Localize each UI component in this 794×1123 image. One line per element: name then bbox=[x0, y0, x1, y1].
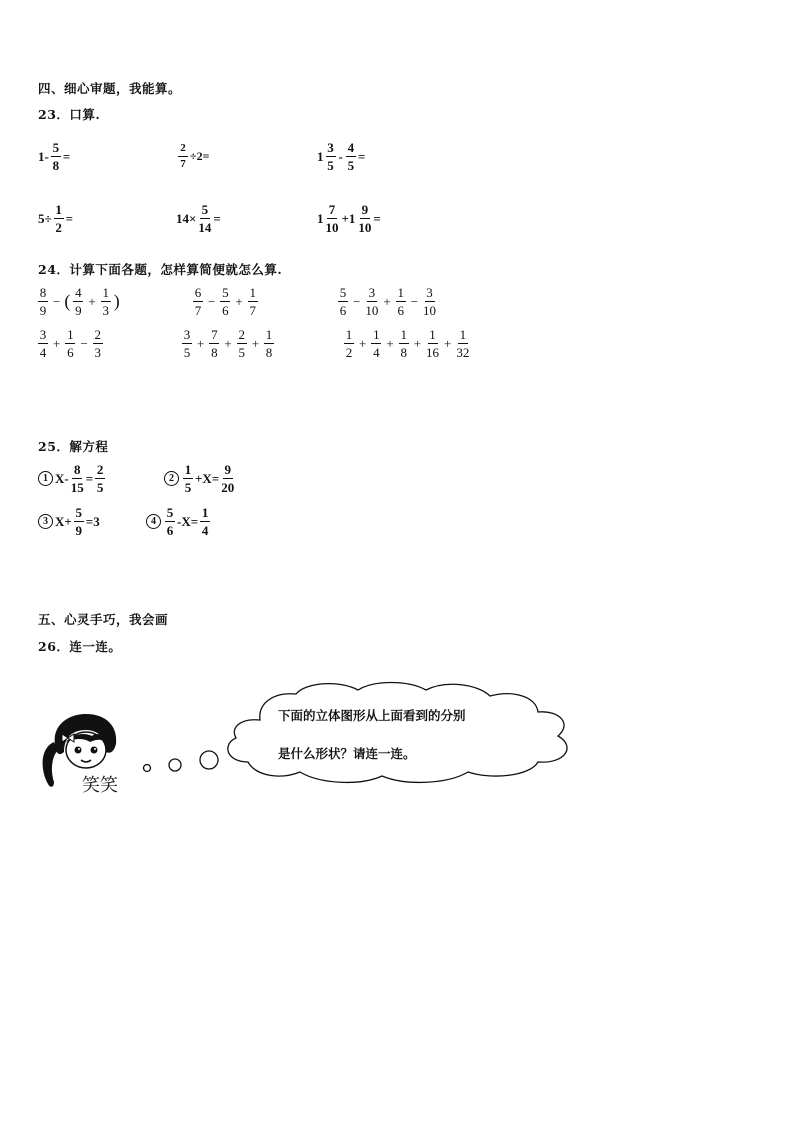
equation-3 bbox=[38, 506, 100, 537]
numerator: 2 bbox=[178, 143, 188, 157]
equals-sign: = bbox=[213, 210, 221, 226]
numerator: 3 bbox=[368, 285, 376, 300]
fraction bbox=[178, 143, 188, 170]
denominator: 20 bbox=[221, 480, 235, 495]
equation-middle: -X= bbox=[177, 513, 199, 529]
numerator: 1 bbox=[345, 327, 353, 342]
equals-sign: = bbox=[85, 470, 94, 486]
fraction bbox=[209, 328, 219, 359]
denominator: 2 bbox=[55, 220, 62, 235]
q24-expression-1 bbox=[36, 286, 121, 317]
operator: + bbox=[251, 335, 260, 351]
fraction bbox=[193, 286, 203, 317]
q23-item-1 bbox=[38, 141, 70, 172]
fraction bbox=[165, 506, 175, 537]
left-paren: ( bbox=[64, 291, 71, 311]
fraction bbox=[198, 203, 211, 234]
fraction bbox=[264, 328, 274, 359]
numerator: 5 bbox=[222, 285, 229, 300]
fraction bbox=[38, 286, 48, 317]
whole-number: 1 bbox=[317, 210, 324, 226]
denominator: 6 bbox=[339, 303, 347, 318]
denominator: 6 bbox=[397, 303, 404, 318]
numerator: 4 bbox=[75, 285, 82, 300]
denominator: 9 bbox=[39, 303, 47, 318]
numerator: 1 bbox=[67, 327, 74, 342]
fraction bbox=[365, 286, 378, 317]
fraction bbox=[326, 203, 339, 234]
equals-sign: = bbox=[62, 148, 71, 164]
numerator: 7 bbox=[211, 327, 218, 342]
fraction bbox=[220, 286, 230, 317]
q23-item-2-rest: ÷2= bbox=[190, 149, 210, 163]
operator: − bbox=[410, 293, 419, 309]
q23-item-6 bbox=[317, 203, 381, 234]
equation-2 bbox=[164, 463, 236, 494]
operator: + bbox=[386, 335, 394, 351]
q24-expression-6 bbox=[342, 328, 471, 359]
denominator: 7 bbox=[194, 303, 202, 318]
numerator: 5 bbox=[75, 505, 83, 520]
operator: − bbox=[53, 293, 61, 309]
denominator: 5 bbox=[183, 345, 191, 360]
numerator: 2 bbox=[238, 327, 245, 342]
denominator: 4 bbox=[201, 523, 209, 538]
numerator: 1 bbox=[373, 327, 380, 342]
fraction bbox=[423, 286, 436, 317]
numerator: 7 bbox=[328, 202, 336, 217]
fraction bbox=[326, 141, 336, 172]
q23-item-5-prefix: 14× bbox=[176, 210, 197, 226]
numerator: 1 bbox=[429, 327, 436, 342]
denominator: 15 bbox=[70, 480, 84, 495]
numerator: 3 bbox=[183, 327, 191, 342]
fraction bbox=[200, 506, 210, 537]
equation-prefix: X- bbox=[55, 470, 69, 486]
fraction bbox=[344, 328, 354, 359]
fraction bbox=[183, 463, 193, 494]
q23-item-1-prefix: 1- bbox=[38, 148, 49, 164]
fraction bbox=[73, 286, 83, 317]
denominator: 5 bbox=[238, 345, 245, 360]
q24-expression-3 bbox=[336, 286, 438, 317]
numerator: 9 bbox=[224, 462, 231, 477]
numerator: 1 bbox=[102, 285, 109, 300]
circled-number: 3 bbox=[38, 514, 53, 529]
q23-item-4-prefix: 5÷ bbox=[38, 210, 52, 226]
denominator: 3 bbox=[102, 303, 109, 318]
fraction bbox=[456, 328, 469, 359]
denominator: 3 bbox=[94, 345, 101, 360]
numerator: 5 bbox=[201, 202, 209, 217]
denominator: 7 bbox=[180, 158, 186, 170]
operator: − bbox=[80, 335, 88, 351]
denominator: 10 bbox=[358, 220, 372, 235]
question-24-label: 24．计算下面各题，怎样算简便就怎么算. bbox=[38, 262, 283, 277]
operator: +1 bbox=[341, 210, 356, 226]
numerator: 5 bbox=[52, 140, 60, 155]
numerator: 5 bbox=[339, 285, 347, 300]
numerator: 3 bbox=[327, 140, 334, 155]
q24-expression-2 bbox=[191, 286, 260, 317]
q23-item-3 bbox=[317, 141, 365, 172]
denominator: 10 bbox=[325, 220, 339, 235]
fraction bbox=[396, 286, 406, 317]
character-name-label: 笑笑 bbox=[82, 775, 118, 796]
equals-sign: = bbox=[373, 210, 381, 226]
section-5-title: 五、心灵手巧，我会画 bbox=[38, 612, 169, 627]
numerator: 6 bbox=[194, 285, 202, 300]
right-paren: ) bbox=[113, 291, 120, 311]
denominator: 14 bbox=[198, 220, 212, 235]
fraction bbox=[426, 328, 439, 359]
numerator: 3 bbox=[39, 327, 47, 342]
denominator: 16 bbox=[426, 345, 440, 360]
equation-prefix: X+ bbox=[55, 513, 72, 529]
operator: + bbox=[444, 335, 452, 351]
denominator: 8 bbox=[400, 345, 407, 360]
fraction bbox=[95, 463, 105, 494]
fraction bbox=[358, 203, 371, 234]
numerator: 1 bbox=[459, 327, 467, 342]
bubble-text-line-2: 是什么形状？请连一连。 bbox=[278, 746, 416, 761]
equals-sign: = bbox=[357, 148, 366, 164]
operator: - bbox=[338, 148, 343, 164]
equals-sign: = bbox=[65, 210, 74, 226]
q24-expression-5 bbox=[180, 328, 276, 359]
equation-suffix: =3 bbox=[85, 513, 100, 529]
denominator: 5 bbox=[327, 158, 334, 173]
denominator: 8 bbox=[52, 158, 60, 173]
operator: + bbox=[359, 335, 367, 351]
denominator: 10 bbox=[365, 303, 379, 318]
operator: − bbox=[353, 293, 361, 309]
q23-item-4 bbox=[38, 203, 73, 234]
fraction bbox=[74, 506, 84, 537]
fraction bbox=[371, 328, 381, 359]
question-26-label: 26．连一连。 bbox=[38, 639, 122, 654]
q24-expression-4 bbox=[36, 328, 105, 359]
denominator: 9 bbox=[75, 303, 82, 318]
numerator: 1 bbox=[400, 327, 407, 342]
fraction bbox=[54, 203, 64, 234]
fraction bbox=[65, 328, 75, 359]
fraction bbox=[51, 141, 61, 172]
fraction bbox=[237, 328, 247, 359]
operator: + bbox=[383, 293, 391, 309]
operator: + bbox=[197, 335, 205, 351]
fraction bbox=[182, 328, 192, 359]
denominator: 6 bbox=[67, 345, 74, 360]
whole-number: 1 bbox=[317, 148, 324, 164]
numerator: 8 bbox=[73, 462, 81, 477]
question-25-label: 25．解方程 bbox=[38, 439, 109, 454]
numerator: 3 bbox=[426, 285, 433, 300]
question-23-label: 23．口算. bbox=[38, 107, 101, 122]
q23-item-2 bbox=[176, 143, 209, 170]
operator: + bbox=[88, 293, 96, 309]
q23-item-5 bbox=[176, 203, 221, 234]
denominator: 4 bbox=[373, 345, 380, 360]
operator: + bbox=[53, 335, 61, 351]
fraction bbox=[399, 328, 409, 359]
operator: + bbox=[224, 335, 232, 351]
bubble-text-line-1: 下面的立体图形从上面看到的分别 bbox=[278, 708, 466, 723]
operator: + bbox=[413, 335, 422, 351]
circled-number: 1 bbox=[38, 471, 53, 486]
numerator: 8 bbox=[39, 285, 47, 300]
numerator: 5 bbox=[166, 505, 174, 520]
fraction bbox=[346, 141, 356, 172]
fraction bbox=[71, 463, 84, 494]
circled-number: 4 bbox=[146, 514, 161, 529]
denominator: 6 bbox=[222, 303, 229, 318]
numerator: 9 bbox=[361, 202, 369, 217]
thought-cloud bbox=[220, 676, 582, 794]
fraction bbox=[38, 328, 48, 359]
numerator: 1 bbox=[265, 327, 273, 342]
fraction bbox=[338, 286, 348, 317]
equation-middle: +X= bbox=[195, 470, 220, 486]
denominator: 8 bbox=[211, 345, 218, 360]
numerator: 1 bbox=[55, 202, 62, 217]
fraction bbox=[221, 463, 234, 494]
denominator: 2 bbox=[345, 345, 353, 360]
denominator: 4 bbox=[39, 345, 47, 360]
numerator: 1 bbox=[184, 462, 192, 477]
numerator: 1 bbox=[249, 285, 256, 300]
denominator: 5 bbox=[96, 480, 104, 495]
operator: − bbox=[208, 293, 216, 309]
denominator: 7 bbox=[249, 303, 256, 318]
denominator: 6 bbox=[166, 523, 174, 538]
denominator: 5 bbox=[347, 158, 355, 173]
numerator: 4 bbox=[347, 140, 355, 155]
operator: + bbox=[235, 293, 243, 309]
thought-bubble-dots bbox=[138, 744, 224, 778]
numerator: 2 bbox=[96, 462, 104, 477]
equation-1 bbox=[38, 463, 107, 494]
equation-4 bbox=[146, 506, 212, 537]
fraction bbox=[248, 286, 258, 317]
circled-number: 2 bbox=[164, 471, 179, 486]
numerator: 2 bbox=[94, 327, 101, 342]
numerator: 1 bbox=[201, 505, 209, 520]
denominator: 32 bbox=[456, 345, 470, 360]
fraction bbox=[101, 286, 111, 317]
section-4-title: 四、细心审题，我能算。 bbox=[38, 81, 182, 96]
denominator: 9 bbox=[75, 523, 83, 538]
denominator: 10 bbox=[423, 303, 437, 318]
denominator: 5 bbox=[184, 480, 192, 495]
numerator: 1 bbox=[397, 285, 404, 300]
fraction bbox=[93, 328, 103, 359]
denominator: 8 bbox=[265, 345, 273, 360]
